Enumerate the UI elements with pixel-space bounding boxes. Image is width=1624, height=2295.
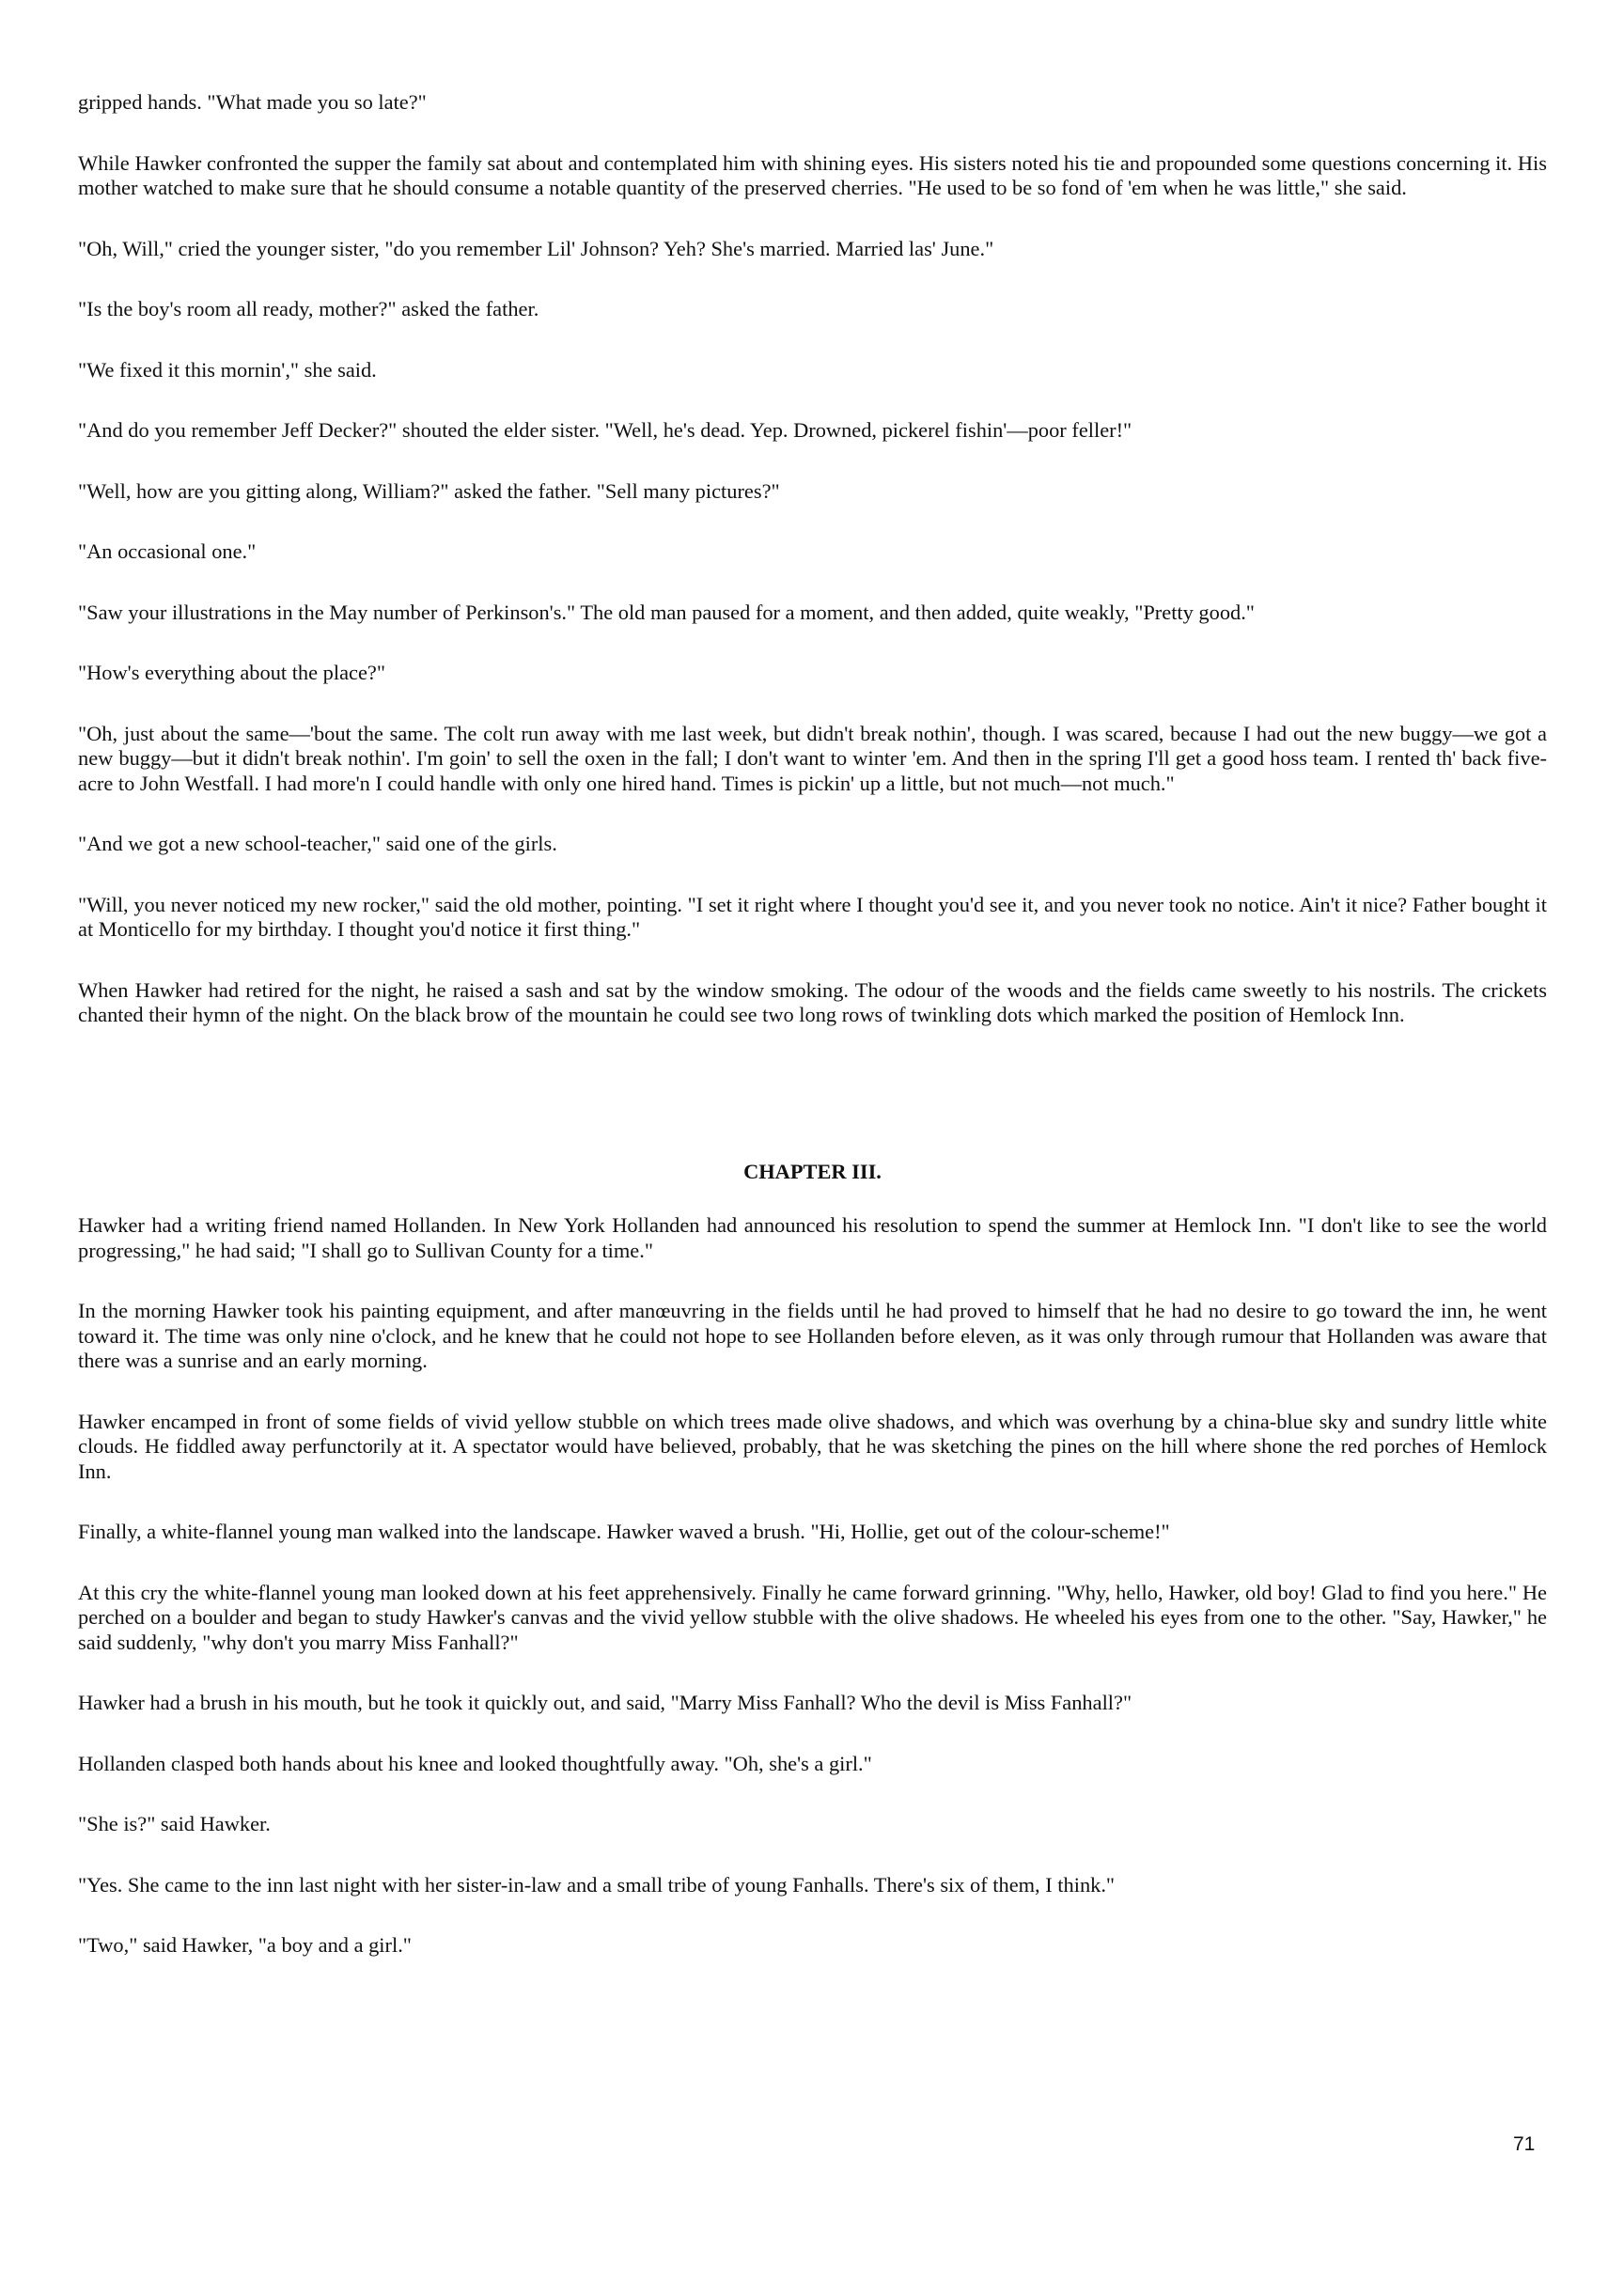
paragraph: While Hawker confronted the supper the family sat about and contemplated him with shining eyes. His sisters noted his tie and propounded some questions concerning it. His mother watched to make sure that he should consume a notable quantity of the preserved cherries. "He used to be so fond of 'em when he was little," she said.	[78, 150, 1547, 199]
paragraph: "Oh, Will," cried the younger sister, "do you remember Lil' Johnson? Yeh? She's married. Married las' June."	[78, 236, 994, 260]
section-chapter-three	[78, 1213, 1547, 1959]
section-before-chapter	[78, 90, 1547, 1028]
paragraph: Hollanden clasped both hands about his knee and looked thoughtfully away. "Oh, she's a girl."	[78, 1751, 872, 1775]
paragraph: "How's everything about the place?"	[78, 661, 385, 684]
page-body	[78, 90, 1547, 1994]
paragraph: Hawker had a brush in his mouth, but he took it quickly out, and said, "Marry Miss Fanhall? Who the devil is Miss Fanhall?"	[78, 1691, 1132, 1714]
paragraph: In the morning Hawker took his painting equipment, and after manœuvring in the fields until he had proved to himself that he had no desire to go toward the inn, he went toward it. The time was only nine o'clock, and he knew that he could not hope to see Hollanden before eleven, as it was only through rumour that Hollanden was aware that there was a sunrise and an early morning.	[78, 1299, 1547, 1372]
paragraph: "Saw your illustrations in the May number of Perkinson's." The old man paused for a moment, and then added, quite weakly, "Pretty good."	[78, 600, 1255, 624]
paragraph: "Yes. She came to the inn last night with her sister-in-law and a small tribe of young Fanhalls. There's six of them, I think."	[78, 1872, 1116, 1897]
paragraph: "Is the boy's room all ready, mother?" asked the father.	[78, 297, 539, 320]
paragraph: "We fixed it this mornin'," she said.	[78, 357, 377, 382]
paragraph: "Will, you never noticed my new rocker," said the old mother, pointing. "I set it right where I thought you'd see it, and you never took no notice. Ain't it nice? Father bought it at Monticello for my birthday. I thought you'd notice it first thing."	[78, 892, 1547, 941]
paragraph: "Well, how are you gitting along, William?" asked the father. "Sell many pictures?"	[78, 478, 780, 503]
paragraph: At this cry the white-flannel young man looked down at his feet apprehensively. Finally he came forward grinning. "Why, hello, Hawker, old boy! Glad to find you here." He perched on a boulder and began to study Hawker's canvas and the vivid yellow stubble with the olive shadows. He wheeled his eyes from one to the other. "Say, Hawker," he said suddenly, "why don't you marry Miss Fanhall?"	[78, 1580, 1547, 1654]
chapter-title: CHAPTER III.	[743, 1159, 882, 1183]
paragraph: Finally, a white-flannel young man walked into the landscape. Hawker waved a brush. "Hi, Hollie, get out of the colour-scheme!"	[78, 1520, 1170, 1543]
paragraph: gripped hands. "What made you so late?"	[78, 90, 427, 114]
chapter-spacer	[78, 1064, 1547, 1160]
paragraph: "Two," said Hawker, "a boy and a girl."	[78, 1933, 412, 1957]
paragraph: "And do you remember Jeff Decker?" shouted the elder sister. "Well, he's dead. Yep. Drowned, pickerel fishin'—poor feller!"	[78, 418, 1132, 442]
paragraph: Hawker encamped in front of some fields of vivid yellow stubble on which trees made olive shadows, and which was overhung by a china-blue sky and sundry little white clouds. He fiddled away perfunctorily at it. A spectator would have believed, probably, that he was sketching the pines on the hill where shone the red porches of Hemlock Inn.	[78, 1409, 1547, 1483]
paragraph: When Hawker had retired for the night, he raised a sash and sat by the window smoking. The odour of the woods and the fields came sweetly to his nostrils. The crickets chanted their hymn of the night. On the black brow of the mountain he could see two long rows of twinkling dots which marked the position of Hemlock Inn.	[78, 977, 1547, 1026]
paragraph: "An occasional one."	[78, 539, 257, 563]
paragraph: "And we got a new school-teacher," said one of the girls.	[78, 832, 557, 855]
page-number: 71	[1513, 2133, 1536, 2155]
paragraph: Hawker had a writing friend named Hollanden. In New York Hollanden had announced his resolution to spend the summer at Hemlock Inn. "I don't like to see the world progressing," he had said; "I shall go to Sullivan County for a time."	[78, 1213, 1547, 1262]
paragraph: "She is?" said Hawker.	[78, 1812, 271, 1835]
paragraph: "Oh, just about the same—'bout the same. The colt run away with me last week, but didn't break nothin', though. I was scared, because I had out the new buggy—we got a new buggy—but it didn't break nothin'. I'm goin' to sell the oxen in the fall; I don't want to winter 'em. And then in the spring I'll get a good hoss team. I rented th' back five-acre to John Westfall. I had more'n I could handle with only one hired hand. Times is pickin' up a little, but not much—not much."	[78, 721, 1547, 795]
